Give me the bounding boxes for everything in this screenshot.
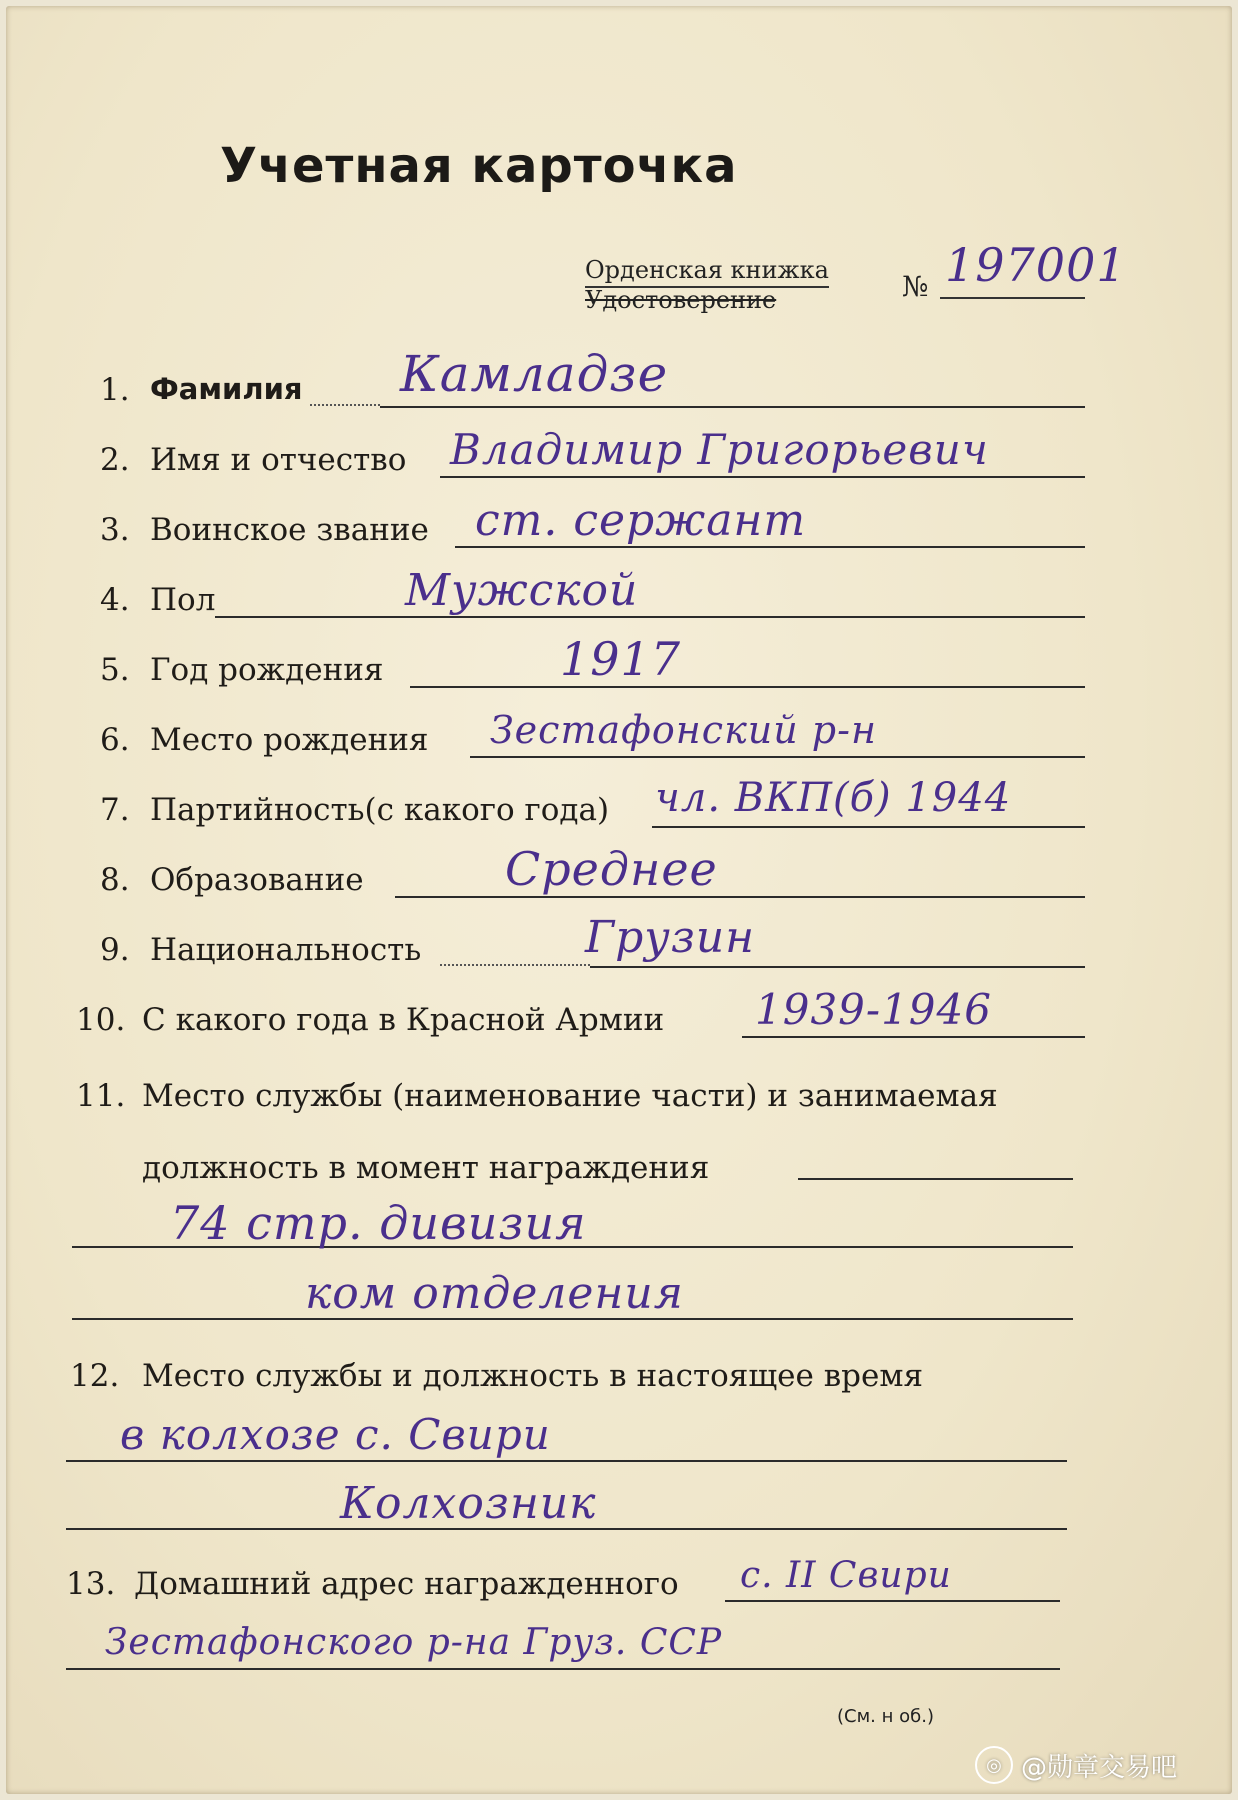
field-13-label: Домашний адрес награжденного [134,1566,679,1602]
field-4-line [215,616,1085,618]
field-11-label-line1: Место службы (наименование части) и занимаемая [142,1078,998,1114]
field-12-line1 [66,1460,1067,1462]
field-2-value: Владимир Григорьевич [450,425,989,474]
field-5-value: 1917 [560,632,682,686]
field-12-num: 12. [70,1358,120,1394]
footer-note: (См. н об.) [837,1706,934,1727]
field-1-num: 1. [100,372,130,408]
field-12-label: Место службы и должность в настоящее время [142,1358,924,1394]
field-12-value-line1: в колхозе с. Свири [120,1410,551,1459]
field-6-label: Место рождения [150,722,429,758]
field-8-label: Образование [150,862,364,898]
field-10-line [742,1036,1085,1038]
field-10-label: С какого года в Красной Армии [142,1002,665,1038]
number-sign: № [902,270,929,303]
field-13-value-line1: с. II Свири [740,1555,952,1596]
field-7-num: 7. [100,792,130,828]
field-8-value: Среднее [505,842,718,896]
field-13-line0 [725,1600,1060,1602]
field-9-value: Грузин [585,912,756,963]
field-7-value: чл. ВКП(б) 1944 [655,775,1012,821]
field-13-num: 13. [66,1566,116,1602]
field-8-line [395,896,1085,898]
field-5-num: 5. [100,652,130,688]
document-type [585,256,829,314]
field-5-line [410,686,1085,688]
field-11-line0 [798,1178,1073,1180]
certificate-label-struck: Удостоверение [585,286,777,314]
field-1-line [380,406,1085,408]
field-9-num: 9. [100,932,130,968]
field-4-num: 4. [100,582,130,618]
number-underline [940,297,1085,299]
card-title: Учетная карточка [220,138,738,194]
field-5-label: Год рождения [150,652,384,688]
field-2-label: Имя и отчество [150,442,407,478]
field-7-line [652,826,1085,828]
field-10-value: 1939-1946 [755,985,992,1034]
field-6-value: Зестафонский р-н [490,708,877,752]
field-11-value-line1: 74 стр. дивизия [170,1196,587,1250]
field-13-value-line2: Зестафонского р-на Груз. ССР [105,1622,723,1663]
order-book-number: 197001 [945,238,1127,292]
field-4-value: Мужской [405,565,639,616]
field-4-label: Пол [150,582,216,618]
field-3-line [455,546,1085,548]
field-9-line [590,966,1085,968]
field-6-line [470,756,1085,758]
field-11-num: 11. [76,1078,126,1114]
field-13-line1 [66,1668,1060,1670]
field-6-num: 6. [100,722,130,758]
watermark-text: @勋章交易吧 [1021,1752,1178,1783]
field-1-value: Камладзе [400,345,669,403]
order-book-label: Орденская книжка [585,256,829,288]
field-3-num: 3. [100,512,130,548]
field-3-value: ст. сержант [475,495,807,546]
field-2-num: 2. [100,442,130,478]
field-8-num: 8. [100,862,130,898]
field-12-value-line2: Колхозник [340,1478,597,1529]
field-7-label: Партийность(с какого года) [150,792,610,828]
camera-icon: ◎ [975,1746,1013,1784]
field-10-num: 10. [76,1002,126,1038]
field-3-label: Воинское звание [150,512,429,548]
field-2-line [440,476,1085,478]
watermark [975,1746,1177,1784]
field-1-dots [310,404,380,406]
field-9-dots [440,964,590,966]
field-11-label-line2: должность в момент награждения [142,1150,710,1186]
field-1-label: Фамилия [150,372,303,406]
field-9-label: Национальность [150,932,422,968]
field-11-value-line2: ком отделения [305,1268,684,1319]
